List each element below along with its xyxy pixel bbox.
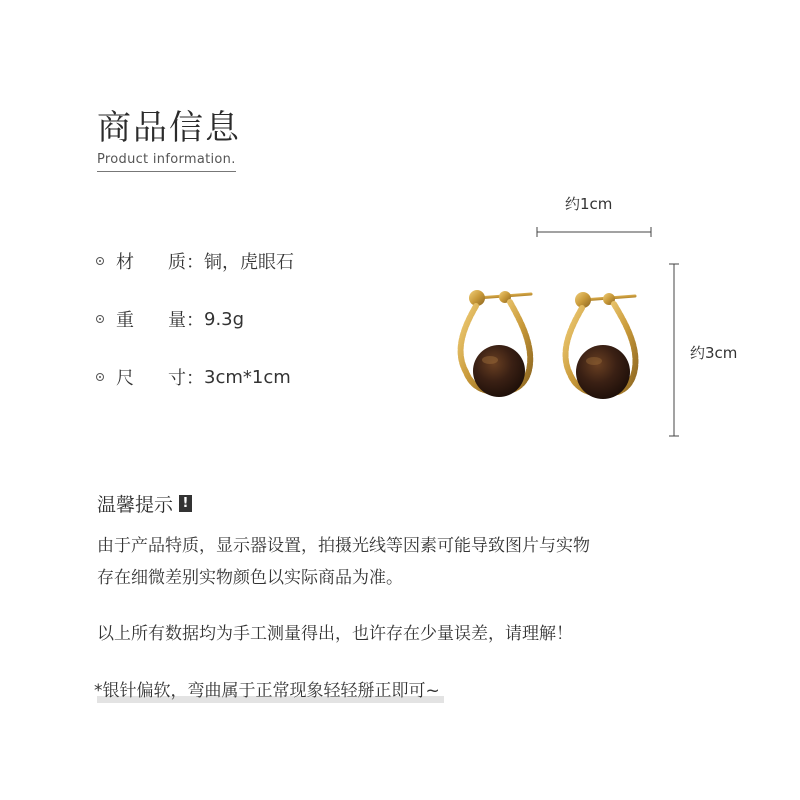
spec-label-char2: 质： — [168, 252, 204, 273]
exclamation-icon: ! — [179, 495, 192, 512]
page-subtitle: Product information. — [97, 152, 236, 172]
tips-heading-text: 温馨提示 — [97, 494, 174, 516]
spec-label-char1: 材 — [116, 252, 134, 273]
bullet-icon — [96, 257, 104, 265]
width-dimension-label: 约1cm — [565, 195, 613, 213]
earring-left — [461, 290, 531, 397]
bullet-icon — [96, 315, 104, 323]
spec-value: 9.3g — [204, 308, 245, 330]
spec-label-char2: 寸： — [168, 368, 204, 389]
tips-note: *银针偏软，弯曲属于正常现象轻轻掰正即可~ — [94, 681, 440, 701]
height-dimension-line — [669, 264, 679, 436]
tips-heading — [97, 490, 192, 517]
bullet-icon — [96, 373, 104, 381]
spec-label-char1: 尺 — [116, 368, 134, 389]
spec-label-char2: 量： — [168, 310, 204, 331]
spec-label-char1: 重 — [116, 310, 134, 331]
tips-line-3: 以上所有数据均为手工测量得出，也许存在少量误差，请理解！ — [97, 624, 573, 644]
earring-right — [566, 292, 636, 399]
width-dimension-line — [537, 227, 651, 237]
spec-value: 3cm*1cm — [204, 366, 291, 388]
tips-line-1: 由于产品特质，显示器设置，拍摄光线等因素可能导致图片与实物 — [97, 536, 590, 556]
spec-size-row — [96, 364, 291, 390]
page-title: 商品信息 — [97, 108, 241, 148]
spec-weight-row — [96, 306, 244, 332]
tips-line-2: 存在细微差别实物颜色以实际商品为准。 — [97, 568, 403, 588]
height-dimension-label: 约3cm — [690, 344, 738, 362]
spec-material-row — [96, 248, 294, 274]
spec-value: 铜，虎眼石 — [204, 252, 294, 273]
